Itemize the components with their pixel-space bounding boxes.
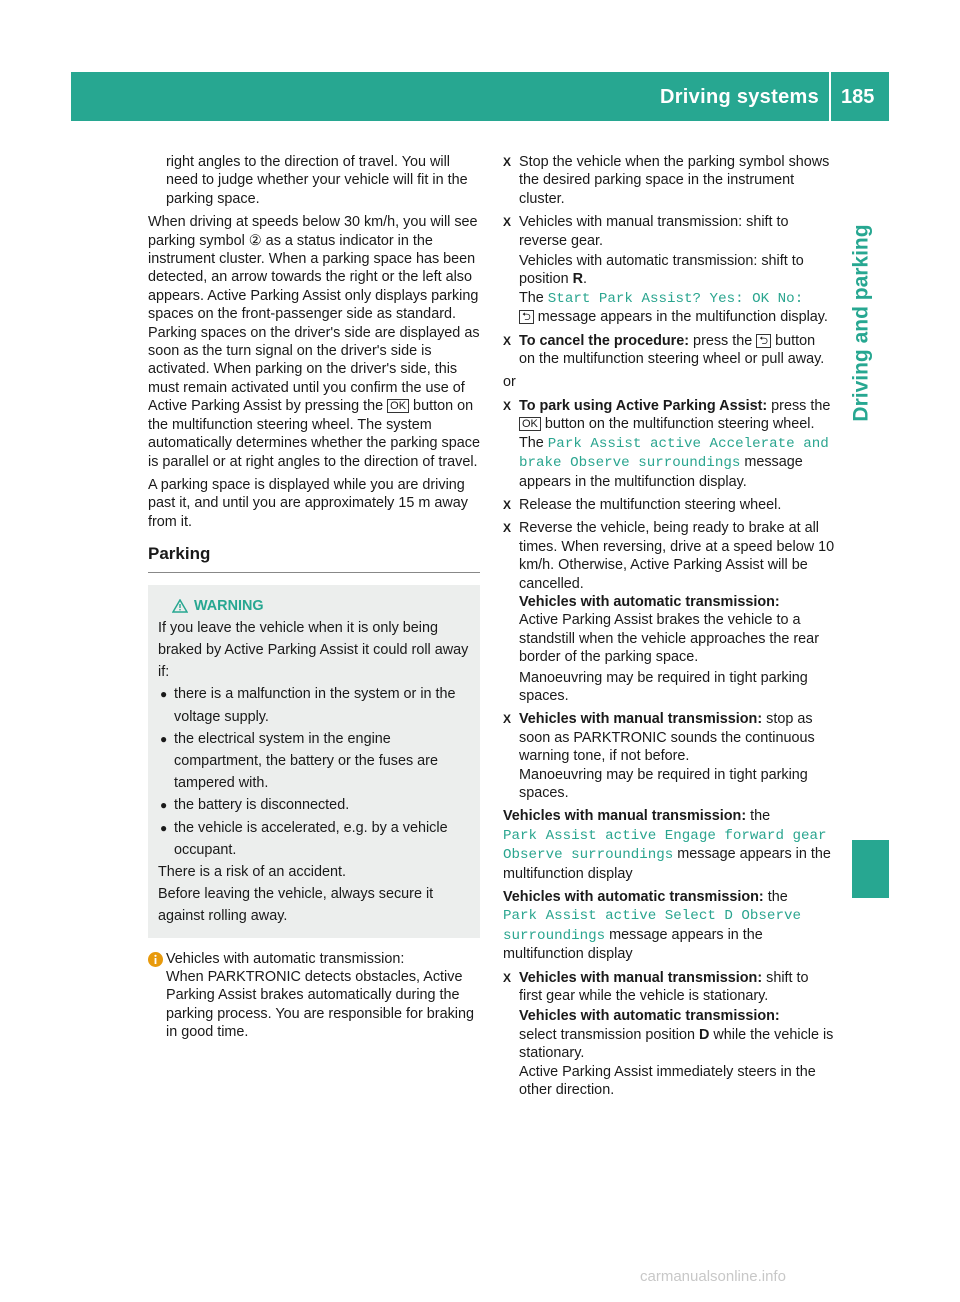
step-arrow-icon: X (503, 155, 512, 169)
ok-key-icon: OK (387, 399, 409, 413)
warning-box (148, 585, 480, 938)
right-column (503, 153, 835, 1105)
paragraph: right angles to the direction of travel. You will need to judge whether your vehicle will fit in the parking space. (166, 154, 468, 207)
step-arrow-icon: X (503, 712, 512, 727)
parking-symbol-2: ② (248, 232, 262, 249)
instruction-step: X Vehicles with manual transmission: stop as soon as PARKTRONIC sounds the continuous warning tone, if not before. Manoeuvring may be required in tight parking spaces. (503, 711, 815, 801)
paragraph: When driving at speeds below 30 km/h, you will see parking symbol ② as a status indicator in the instrument cluster. When a parking space has been detected, an arrow towards the right or the left also appears. Active Parking Assist only displays parking spaces on the front-passenger side as standard. Parking spaces on the driver's side are displayed as soon as the turn signal on the driver's side is activated. When parking on the driver's side, this must remain activated until you confirm the use of Active Parking Assist by pressing the OK button on the multifunction steering wheel. The system automatically determines whether the parking space is parallel or at right angles to the direction of travel. (148, 214, 480, 470)
instruction-step: X Vehicles with manual transmission: shift to first gear while the vehicle is stationary. Vehicles with automatic transmission: select transmission position D while the vehicle is stationary. Active Parking Assist immediately steers in the other direction. (503, 969, 834, 1099)
warning-list-item: ● the vehicle is accelerated, e.g. by a vehicle occupant. (158, 817, 472, 861)
step-arrow-icon: X (503, 398, 512, 413)
header-divider (829, 72, 831, 121)
warning-intro: If you leave the vehicle when it is only being braked by Active Parking Assist it could roll away if: (158, 619, 469, 681)
paragraph: Vehicles with automatic transmission: the Park Assist active Select D Observe surroundings message appears in the multifunction display (503, 889, 801, 963)
step-arrow-icon: X (503, 521, 512, 536)
warning-list-item: ● the battery is disconnected. (158, 794, 472, 816)
chapter-marker (852, 840, 889, 898)
display-message: Park Assist active Accelerate and brake Observe surroundings (519, 435, 829, 472)
display-message: Park Assist active Select D Observe surroundings (503, 908, 801, 944)
step-arrow-icon: X (503, 497, 512, 512)
bullet-icon: ● (160, 820, 168, 835)
watermark: carmanualsonline.info (640, 1268, 786, 1285)
instruction-step: X To cancel the procedure: press the ⮌ button on the multifunction steering wheel or pull away. (503, 332, 825, 368)
page-header (71, 72, 889, 121)
bullet-icon: ● (160, 687, 168, 702)
back-key-icon: ⮌ (756, 334, 771, 348)
chapter-tab-label: Driving and parking (849, 224, 873, 422)
ok-key-icon: OK (519, 417, 541, 431)
info-icon (148, 952, 163, 967)
bullet-icon: ● (160, 731, 168, 746)
section-title: Driving systems (659, 86, 819, 108)
warning-risk: There is a risk of an accident. (158, 863, 346, 880)
warning-title: WARNING (158, 595, 472, 617)
warning-triangle-icon (172, 599, 188, 613)
step-arrow-icon: X (503, 215, 512, 230)
section-heading: Parking (148, 545, 480, 572)
display-message: Start Park Assist? Yes: OK No: (547, 290, 804, 307)
instruction-step: X Release the multifunction steering wheel. (503, 496, 782, 513)
paragraph: A parking space is displayed while you are driving past it, and until you are approximately 15 m away from it. (148, 476, 468, 530)
instruction-step: X Stop the vehicle when the parking symbol shows the desired parking space in the instrument cluster. (503, 154, 830, 207)
warning-advice: Before leaving the vehicle, always secure it against rolling away. (158, 886, 434, 925)
chapter-tab (834, 122, 889, 524)
paragraph: or (503, 374, 516, 391)
left-column (148, 153, 480, 1042)
bullet-icon: ● (160, 798, 168, 813)
back-key-icon: ⮌ (519, 310, 534, 324)
step-arrow-icon: X (503, 333, 512, 348)
step-arrow-icon: X (503, 970, 512, 985)
paragraph: Vehicles with manual transmission: the Park Assist active Engage forward gear Observe surroundings message appears in the multifunction display (503, 808, 831, 882)
display-message: Park Assist active Engage forward gear Observe surroundings (503, 827, 827, 864)
instruction-step: X Reverse the vehicle, being ready to brake at all times. When reversing, drive at a speed below 10 km/h. Otherwise, Active Parking Assist will be cancelled. Vehicles with automatic transmission: Active Parking Assist brakes the vehicle to a standstill when the vehicle approaches the rear border of the parking space. Manoeuvring may be required in tight parking spaces. (503, 520, 835, 704)
warning-list-item: ● there is a malfunction in the system or in the voltage supply. (158, 683, 472, 727)
warning-list-item: ● the electrical system in the engine compartment, the battery or the fuses are tampered with. (158, 728, 472, 795)
info-note: Vehicles with automatic transmission: When PARKTRONIC detects obstacles, Active Parking Assist brakes automatically during the parking process. You are responsible for braking in good time. (148, 950, 480, 1042)
instruction-step: X To park using Active Parking Assist: press the OK button on the multifunction steering wheel. The Park Assist active Accelerate and brake Observe surroundings message appears in the multifunction display. (503, 397, 831, 490)
instruction-step: X Vehicles with manual transmission: shift to reverse gear. Vehicles with automatic transmission: shift to position R. The Start Park Assist? Yes: OK No: ⮌ message appears in the multifunction display. (503, 214, 828, 326)
page-number: 185 (841, 86, 875, 108)
